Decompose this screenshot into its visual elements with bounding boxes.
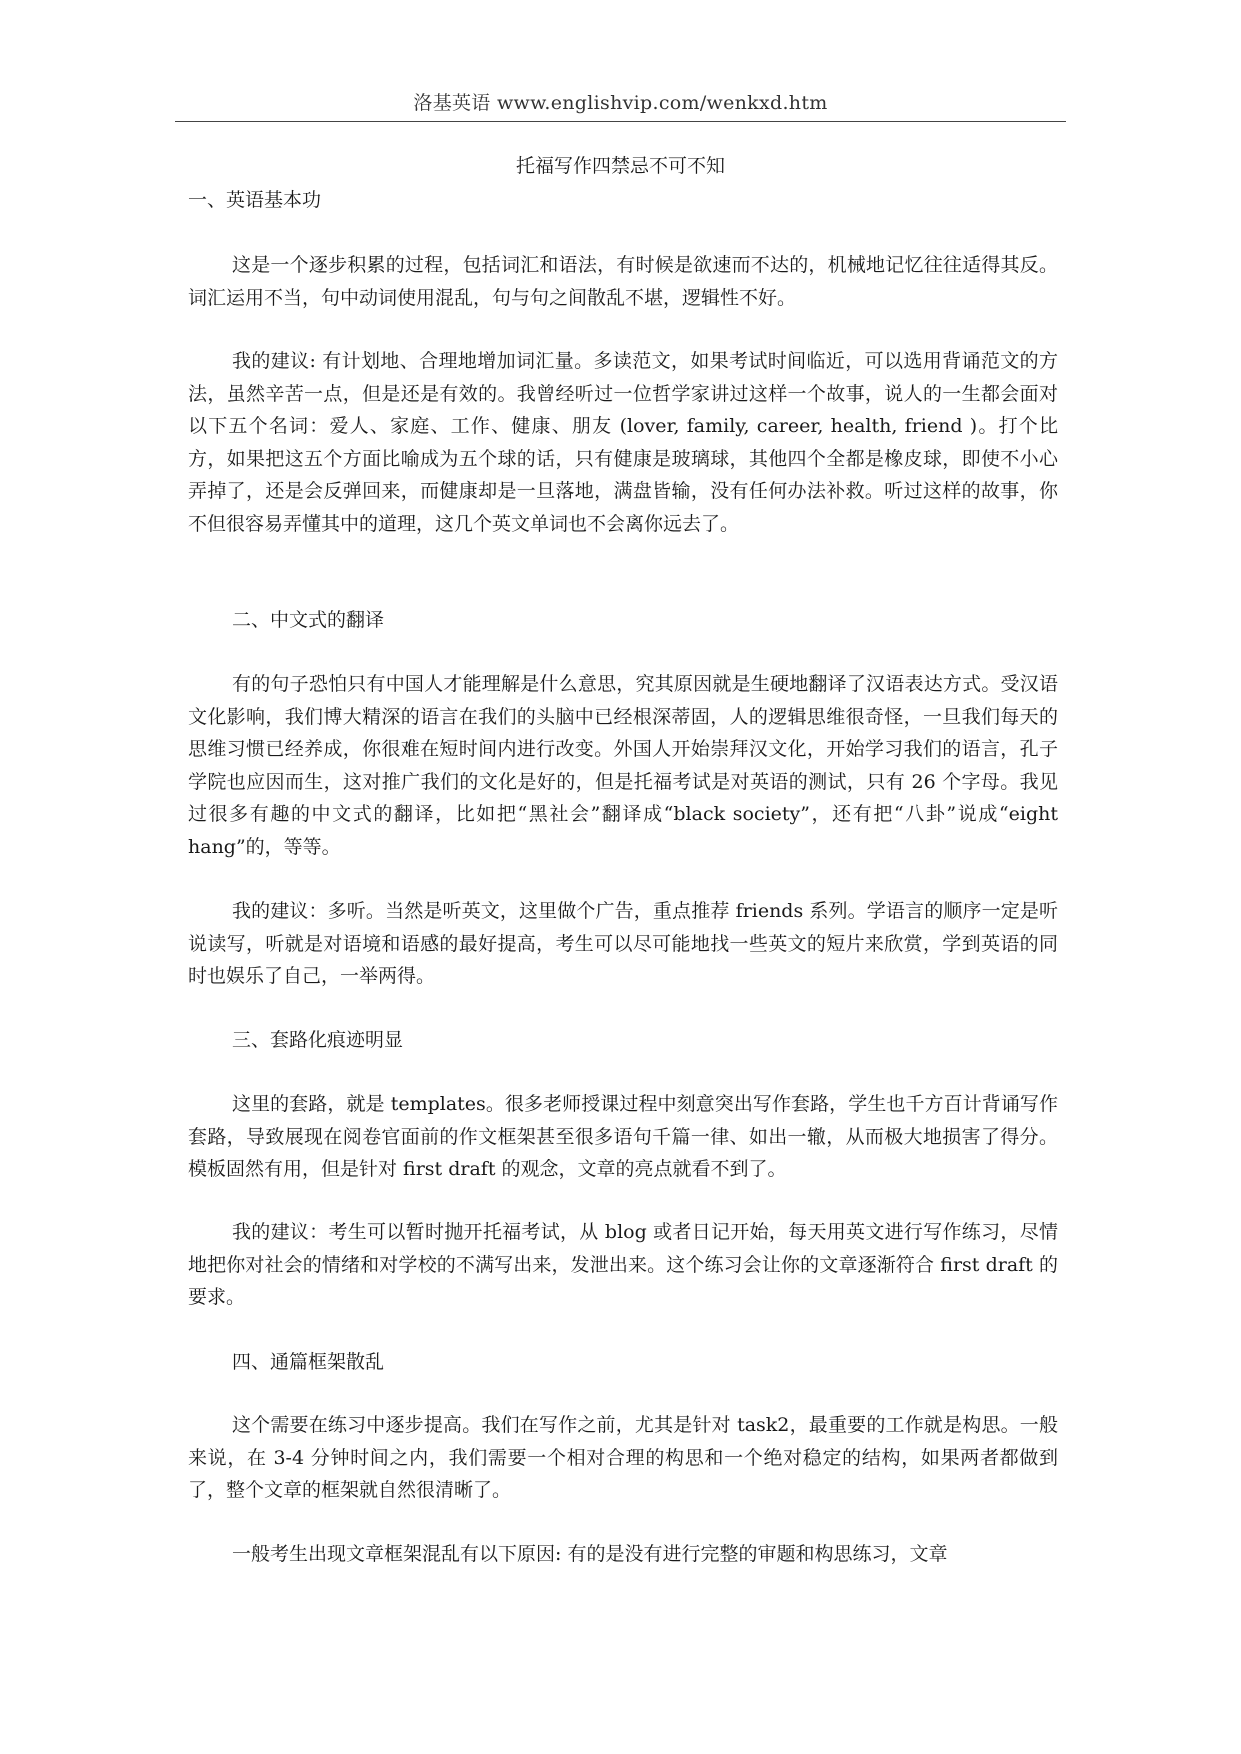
paragraph-8: 一般考生出现文章框架混乱有以下原因: 有的是没有进行完整的审题和构思练习，文章 xyxy=(232,1543,948,1565)
paragraph-2: 我的建议: 有计划地、合理地增加词汇量。多读范文，如果考试时间临近，可以选用背诵范文的方法，虽然辛苦一点，但是还是有效的。我曾经听过一位哲学家讲过这样一个故事，说人的一生都会面对以下五个名词：爱人、家庭、工作、健康、朋友 (lover, family, career, health, friend )。打个比方，如果把这五个方面比喻成为五个球的话，只有健康是玻璃球，其他四个全都是橡皮球，即使不小心弄掉了，还是会反弹回来，而健康却是一旦落地，满盘皆输，没有任何办法补救。听过这样的故事，你不但很容易弄懂其中的道理，这几个英文单词也不会离你远去了。 xyxy=(188,350,1058,535)
section-heading-1: 一、英语基本功 xyxy=(188,189,322,211)
paragraph-5: 这里的套路，就是 templates。很多老师授课过程中刻意突出写作套路，学生也千方百计背诵写作套路，导致展现在阅卷官面前的作文框架甚至很多语句千篇一律、如出一辙，从而极大地损害了得分。模板固然有用，但是针对 first draft 的观念，文章的亮点就看不到了。 xyxy=(188,1093,1058,1180)
running-header: 洛基英语 www.englishvip.com/wenkxd.htm xyxy=(413,92,828,114)
document-title: 托福写作四禁忌不可不知 xyxy=(515,155,725,177)
section-heading-4: 四、通篇框架散乱 xyxy=(232,1351,385,1373)
paragraph-1: 这是一个逐步积累的过程，包括词汇和语法，有时候是欲速而不达的，机械地记忆往往适得其反。词汇运用不当，句中动词使用混乱，句与句之间散乱不堪，逻辑性不好。 xyxy=(188,254,1058,309)
paragraph-6: 我的建议：考生可以暂时抛开托福考试，从 blog 或者日记开始，每天用英文进行写作练习，尽情地把你对社会的情绪和对学校的不满写出来，发泄出来。这个练习会让你的文章逐渐符合 first draft 的要求。 xyxy=(188,1221,1058,1308)
paragraph-4: 我的建议：多听。当然是听英文，这里做个广告，重点推荐 friends 系列。学语言的顺序一定是听说读写，听就是对语境和语感的最好提高，考生可以尽可能地找一些英文的短片来欣赏，学到英语的同时也娱乐了自己，一举两得。 xyxy=(188,900,1058,987)
paragraph-7: 这个需要在练习中逐步提高。我们在写作之前，尤其是针对 task2，最重要的工作就是构思。一般来说，在 3-4 分钟时间之内，我们需要一个相对合理的构思和一个绝对稳定的结构，如果两者都做到了，整个文章的框架就自然很清晰了。 xyxy=(188,1414,1058,1501)
header-divider xyxy=(175,121,1066,122)
paragraph-3: 有的句子恐怕只有中国人才能理解是什么意思，究其原因就是生硬地翻译了汉语表达方式。受汉语文化影响，我们博大精深的语言在我们的头脑中已经根深蒂固，人的逻辑思维很奇怪，一旦我们每天的思维习惯已经养成，你很难在短时间内进行改变。外国人开始崇拜汉文化，开始学习我们的语言，孔子学院也应因而生，这对推广我们的文化是好的，但是托福考试是对英语的测试，只有 26 个字母。我见过很多有趣的中文式的翻译，比如把“黑社会”翻译成“black society”，还有把“八卦”说成“eight hang”的，等等。 xyxy=(188,673,1058,858)
section-heading-3: 三、套路化痕迹明显 xyxy=(232,1029,404,1051)
section-heading-2: 二、中文式的翻译 xyxy=(232,609,385,631)
